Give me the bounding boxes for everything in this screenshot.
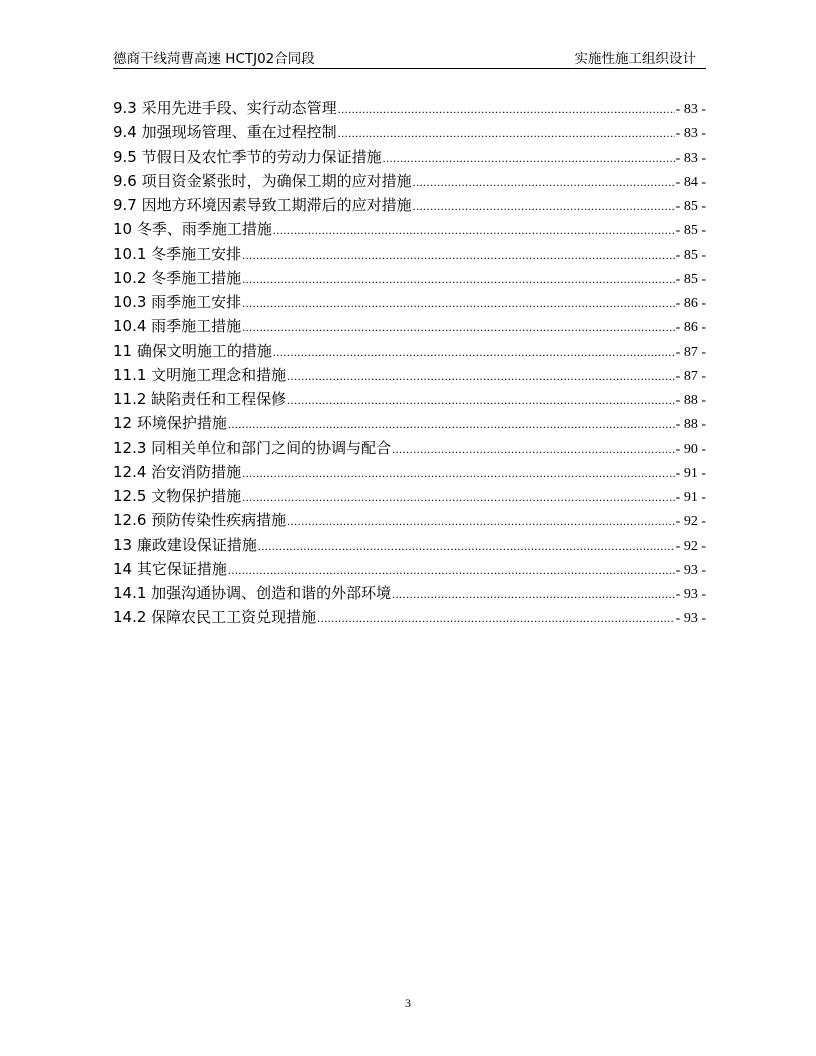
toc-entry[interactable] — [113, 290, 706, 314]
toc-entry-page: - 85 - — [675, 223, 706, 239]
toc-entry-page: - 91 - — [675, 490, 706, 505]
toc-entry-page: - 93 - — [675, 587, 706, 602]
toc-dot-leader — [338, 97, 675, 121]
toc-dot-leader — [258, 534, 675, 558]
toc-entry-page: - 83 - — [675, 102, 706, 117]
toc-entry-page: - 87 - — [675, 368, 706, 384]
toc-entry[interactable] — [113, 120, 706, 144]
toc-entry-page: - 86 - — [675, 296, 706, 311]
toc-dot-leader — [273, 218, 675, 242]
toc-dot-leader — [338, 121, 675, 145]
toc-entry-title: 12.6 预防传染性疾病措施 — [113, 511, 287, 530]
toc-entry[interactable] — [113, 533, 706, 557]
toc-entry-page: - 88 - — [675, 417, 706, 433]
page-number: 3 — [405, 996, 411, 1010]
toc-entry-page: - 90 - — [675, 441, 706, 457]
toc-entry[interactable] — [113, 314, 706, 338]
toc-entry-title: 10.2 冬季施工措施 — [113, 268, 242, 287]
page-header — [113, 46, 706, 69]
toc-entry-page: - 83 - — [675, 126, 706, 142]
toc-entry-title: 10.4 雨季施工措施 — [113, 317, 242, 336]
toc-entry-page: - 85 - — [675, 271, 706, 287]
toc-dot-leader — [413, 194, 675, 218]
toc-entry-page: - 93 - — [675, 562, 706, 578]
toc-dot-leader — [392, 437, 675, 461]
toc-entry-title: 9.5 节假日及农忙季节的劳动力保证措施 — [113, 147, 382, 166]
toc-entry-page: - 88 - — [675, 393, 706, 408]
toc-dot-leader — [242, 291, 675, 315]
toc-entry-title: 10.3 雨季施工安排 — [113, 293, 242, 311]
toc-entry-page: - 92 - — [675, 538, 706, 554]
toc-entry-page: - 85 - — [675, 199, 706, 214]
header-document-title: 实施性施工组织设计 — [574, 51, 696, 67]
toc-dot-leader — [413, 170, 675, 194]
toc-entry[interactable] — [113, 217, 706, 241]
toc-entry[interactable] — [113, 508, 706, 532]
toc-entry-page: - 86 - — [675, 320, 706, 336]
toc-entry-page: - 92 - — [675, 514, 706, 530]
toc-entry-title: 14.1 加强沟通协调、创造和谐的外部环境 — [113, 584, 392, 602]
toc-entry[interactable] — [113, 242, 706, 266]
toc-entry-page: - 93 - — [675, 611, 706, 627]
toc-entry[interactable] — [113, 387, 706, 411]
toc-entry-title: 14 其它保证措施 — [113, 559, 227, 578]
toc-entry-title: 9.4 加强现场管理、重在过程控制 — [113, 123, 337, 142]
toc-entry-title: 9.6 项目资金紧张时，为确保工期的应对措施 — [113, 171, 412, 190]
toc-entry-page: - 83 - — [675, 150, 706, 166]
toc-dot-leader — [242, 315, 675, 339]
toc-entry[interactable] — [113, 193, 706, 217]
toc-entry-title: 10.1 冬季施工安排 — [113, 244, 242, 263]
toc-entry[interactable] — [113, 266, 706, 290]
toc-entry-title: 14.2 保障农民工工资兑现措施 — [113, 608, 317, 627]
toc-dot-leader — [242, 461, 675, 485]
toc-entry[interactable] — [113, 557, 706, 581]
toc-entry[interactable] — [113, 169, 706, 193]
toc-entry[interactable] — [113, 96, 706, 120]
toc-entry[interactable] — [113, 484, 706, 508]
toc-dot-leader — [392, 582, 675, 606]
toc-entry[interactable] — [113, 605, 706, 629]
toc-entry-title: 11.2 缺陷责任和工程保修 — [113, 390, 287, 408]
toc-entry-title: 11.1 文明施工理念和措施 — [113, 365, 287, 384]
toc-entry[interactable] — [113, 460, 706, 484]
toc-dot-leader — [287, 364, 675, 388]
toc-entry-title: 12.3 同相关单位和部门之间的协调与配合 — [113, 438, 392, 457]
toc-entry-title: 9.3 采用先进手段、实行动态管理 — [113, 99, 337, 117]
toc-dot-leader — [273, 340, 675, 364]
toc-entry-title: 11 确保文明施工的措施 — [113, 341, 272, 360]
toc-entry-title: 9.7 因地方环境因素导致工期滞后的应对措施 — [113, 196, 412, 214]
toc-dot-leader — [287, 509, 675, 533]
toc-entry[interactable] — [113, 363, 706, 387]
toc-dot-leader — [317, 606, 675, 630]
toc-entry[interactable] — [113, 145, 706, 169]
toc-dot-leader — [242, 243, 675, 267]
toc-dot-leader — [228, 412, 675, 436]
header-project-title: 德商干线菏曹高速 HCTJ02合同段 — [113, 51, 315, 67]
toc-dot-leader — [242, 267, 675, 291]
toc-dot-leader — [383, 146, 675, 170]
toc-entry-title: 13 廉政建设保证措施 — [113, 535, 257, 554]
toc-entry-page: - 87 - — [675, 344, 706, 360]
toc-dot-leader — [287, 388, 675, 412]
toc-entry-title: 12.4 治安消防措施 — [113, 462, 242, 481]
toc-entry[interactable] — [113, 339, 706, 363]
toc-dot-leader — [228, 558, 675, 582]
toc-entry-page: - 91 - — [675, 465, 706, 481]
toc-entry-title: 12 环境保护措施 — [113, 414, 227, 433]
toc-entry[interactable] — [113, 411, 706, 435]
toc-entry[interactable] — [113, 436, 706, 460]
toc-entry[interactable] — [113, 581, 706, 605]
toc-dot-leader — [242, 485, 675, 509]
toc-entry-title: 10 冬季、雨季施工措施 — [113, 220, 272, 239]
toc-entry-page: - 84 - — [675, 174, 706, 190]
table-of-contents — [113, 96, 706, 630]
toc-entry-page: - 85 - — [675, 247, 706, 263]
toc-entry-title: 12.5 文物保护措施 — [113, 487, 242, 505]
